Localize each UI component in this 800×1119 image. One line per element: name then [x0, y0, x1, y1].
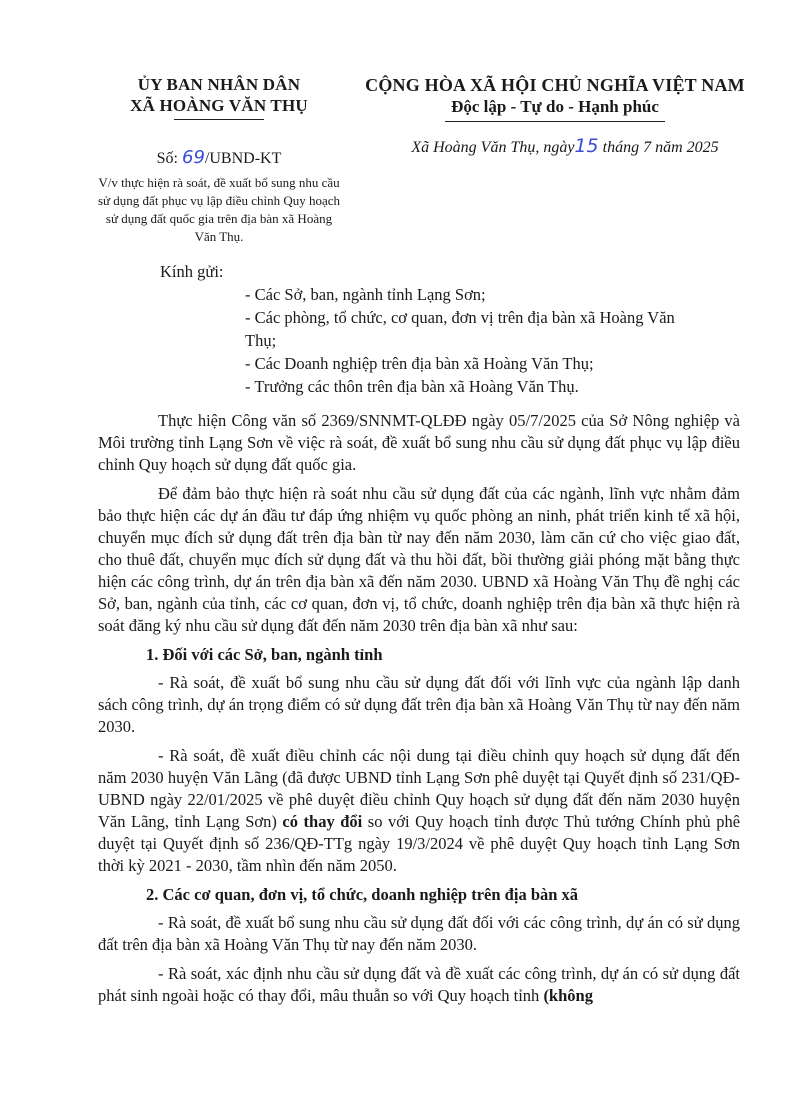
document-number-handwritten: 69 — [182, 147, 205, 168]
national-header — [365, 74, 745, 122]
body-text-bold: (không — [543, 986, 593, 1005]
body-paragraph: Để đảm bảo thực hiện rà soát nhu cầu sử dụng đất của các ngành, lĩnh vực nhằm đảm bảo thực hiện các dự án đầu tư đáp ứng nhiệm vụ quốc phòng an ninh, phát triển kinh tế xã hội, chuyển mục đích sử dụng đất trên địa bàn từ nay đến năm 2030, làm căn cứ cho việc giao đất, cho thuê đất, chuyển mục đích sử dụng đất và thu hồi đất, bồi thường giải phóng mặt bằng thực hiện các công trình, dự án trên địa bàn xã đến năm 2030. UBND xã Hoàng Văn Thụ đề nghị các Sở, ban, ngành của tỉnh, các cơ quan, đơn vị, tổ chức, doanh nghiệp trên địa bàn xã thực hiện rà soát đăng ký nhu cầu sử dụng đất đến năm 2030 trên địa bàn xã như sau: — [98, 484, 740, 635]
body-paragraph: Thực hiện Công văn số 2369/SNNMT-QLĐĐ ngày 05/7/2025 của Sở Nông nghiệp và Môi trường tỉnh Lạng Sơn về việc rà soát, đề xuất bổ sung nhu cầu sử dụng đất phục vụ lập điều chỉnh Quy hoạch sử dụng đất quốc gia. — [98, 411, 740, 474]
issuer-underline — [174, 119, 264, 120]
recipients-label: Kính gửi: — [160, 262, 224, 281]
body-paragraph: - Rà soát, đề xuất bổ sung nhu cầu sử dụng đất đối với lĩnh vực của ngành lập danh sách công trình, dự án trọng điểm có sử dụng đất trên địa bàn xã Hoàng Văn Thụ từ nay đến năm 2030. — [98, 673, 740, 736]
body-paragraph: - Rà soát, đề xuất bổ sung nhu cầu sử dụng đất đối với các công trình, dự án có sử dụng đất trên địa bàn xã Hoàng Văn Thụ từ nay đến năm 2030. — [98, 913, 740, 954]
dateline-day-handwritten: 15 — [574, 135, 599, 157]
recipients-list — [245, 283, 685, 398]
motto-underline — [445, 121, 665, 122]
recipient-item: - Trưởng các thôn trên địa bàn xã Hoàng Văn Thụ. — [245, 377, 579, 396]
subject-line: V/v thực hiện rà soát, đề xuất bổ sung nhu cầu sử dụng đất phục vụ lập điều chỉnh Quy hoạch sử dụng đất quốc gia trên địa bàn xã Hoàng Văn Thụ. — [97, 175, 341, 244]
nation-title: CỘNG HÒA XÃ HỘI CHỦ NGHĨA VIỆT NAM — [365, 75, 745, 95]
section-heading: 2. Các cơ quan, đơn vị, tổ chức, doanh nghiệp trên địa bàn xã — [146, 885, 579, 904]
dateline-suffix: tháng 7 năm 2025 — [602, 139, 719, 156]
recipient-item: - Các phòng, tổ chức, cơ quan, đơn vị trên địa bàn xã Hoàng Văn Thụ; — [245, 308, 675, 350]
body-text: so với Quy hoạch tỉnh được Thủ tướng Chính phủ phê duyệt tại Quyết định số 236/QĐ-TTg ngày 19/3/2024 về phê duyệt Quy hoạch tỉnh Lạng Sơn thời kỳ 2021 - 2030, tầm nhìn đến năm 2050. — [98, 812, 741, 875]
recipient-item: - Các Sở, ban, ngành tỉnh Lạng Sơn; — [245, 285, 486, 304]
body-paragraph — [98, 963, 740, 1007]
document-number-prefix: Số: — [156, 150, 178, 167]
body-paragraph — [98, 745, 740, 877]
body-text: - Rà soát, xác định nhu cầu sử dụng đất và đề xuất các công trình, dự án có sử dụng đất phát sinh ngoài hoặc có thay đổi, mâu thuẫn so với Quy hoạch tỉnh — [98, 964, 740, 1005]
national-motto: Độc lập - Tự do - Hạnh phúc — [451, 97, 659, 116]
dateline — [375, 136, 755, 158]
dateline-prefix: Xã Hoàng Văn Thụ, ngày — [411, 139, 575, 156]
issuer-block — [95, 74, 343, 246]
section-heading: 1. Đối với các Sở, ban, ngành tỉnh — [146, 645, 383, 664]
document-body — [98, 410, 740, 1014]
issuer-line-2: XÃ HOÀNG VĂN THỤ — [130, 96, 308, 115]
document-number-suffix: /UBND-KT — [204, 150, 282, 167]
document-number — [95, 148, 343, 169]
issuer-line-1: ỦY BAN NHÂN DÂN — [137, 75, 301, 94]
body-text: - Rà soát, đề xuất điều chỉnh các nội dung tại điều chỉnh quy hoạch sử dụng đất đến năm 2030 huyện Văn Lãng (đã được UBND tỉnh Lạng Sơn phê duyệt tại Quyết định số 231/QĐ-UBND ngày 22/01/2025 về phê duyệt điều chỉnh Quy hoạch sử dụng đất đến năm 2030 huyện Văn Lãng, tỉnh Lạng Sơn) — [98, 746, 740, 831]
recipient-item: - Các Doanh nghiệp trên địa bàn xã Hoàng Văn Thụ; — [245, 354, 594, 373]
body-text-bold: có thay đổi — [282, 812, 363, 831]
